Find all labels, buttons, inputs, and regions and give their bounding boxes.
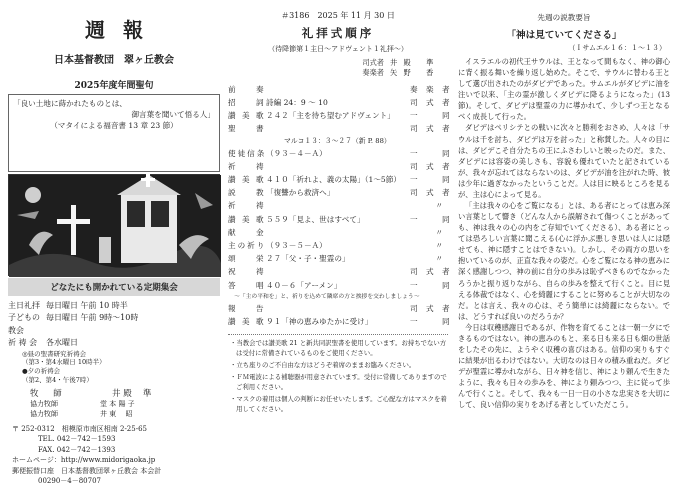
order-item-who: 司 式 者 [410,161,453,171]
middle-column [228,8,453,417]
order-of-worship-title: 礼拝式順序 [301,26,375,40]
order-item-name: 祈 祷 [228,161,266,171]
order-item-name: 讃 美 歌 [228,111,266,121]
order-item-content: （９３－４－Ａ） [266,148,327,158]
pastor-row [8,387,220,399]
order-item-name: 聖 書 [228,124,266,134]
coop-row [30,399,220,409]
meetings-list [8,300,220,385]
order-item-name: 祝 祷 [228,267,266,277]
order-row [228,96,453,109]
cooperating-pastors [8,399,220,419]
order-item-who: 〃 [435,254,446,264]
order-row [228,83,453,96]
order-item-name: 主の祈り [228,240,267,250]
meeting-label: 子どもの教会 [8,313,40,335]
order-item-who: 〃 [435,240,446,250]
sermon-body [458,56,670,411]
left-column [8,8,220,487]
coop-name: 井 東 昭 [100,409,133,418]
order-item-name: 讃 美 歌 [228,214,266,224]
notice-item: ・ＦＭ電波による補聴器が用意されています。受付に常備してありますのでご利用ください。 [230,372,447,391]
meeting-note: ●夕の祈祷会 [22,367,61,376]
coop-row [30,409,220,419]
coop-label: 協力牧師 [30,399,58,408]
order-row [228,173,453,186]
officer-name: 矢 野 香 [390,68,436,78]
order-item-content: ２４２「主を待ち望むアドヴェント」 [266,111,395,121]
homepage-link[interactable]: ホームページ：http://www.midorigaoka.jp [12,456,156,465]
officer-role: 司式者 [362,58,384,67]
order-item-who: 一 同 [410,175,453,184]
order-row [228,213,453,226]
order-item-who: 司 式 者 [410,188,453,198]
order-row [228,252,448,265]
order-item-name: 讃 美 歌 [228,316,266,326]
order-item-name: 使徒信条 [228,148,267,158]
order-row [228,226,448,239]
sermon-paragraph: イスラエルの初代王サウルは、王となって間もなく、神の御心に背く振る舞いを繰り返し始めた。そこで、サウルに替わる王として選び出されたのがダビデであった。サムエルがダビデに油を注いで以来、「主の霊が激しくダビデに降るようになった」(13節)。そして、ダビデは聖霊の力に導かれて、少しずつ王となるべく成長して行った。 [458,57,670,122]
regular-meetings-banner: どなたにも開かれている定期集会 [8,278,220,296]
order-of-worship-list [228,83,453,328]
order-row [228,122,453,135]
verse-line-2: 御言葉を聞いて悟る人」 [131,110,215,119]
meeting-note: （第3・第4水曜日 10時半） [22,358,106,367]
order-row [228,239,448,252]
order-item-name: 献 金 [228,227,266,237]
order-item-who: 〃 [435,227,446,237]
order-item-who: 司 式 者 [410,303,453,313]
officer-name: 井 殿 準 [390,58,436,67]
account-label: 郵便振替口座 日本基督教団翠ヶ丘教会 本会計 [12,466,162,475]
annual-verse-box [8,94,220,172]
order-item-content: ２７「父・子・聖霊の」 [266,254,350,264]
order-row [228,136,448,147]
order-item-who: 司 式 者 [410,267,453,277]
verse-reference: （マタイによる福音書 13 章 23 節） [50,121,178,130]
order-row [228,199,448,212]
order-item-content: ５５９「見よ、世はすべて」 [266,214,365,224]
order-item-content: ４０－６「アーメン」 [266,280,342,290]
meeting-label: 主日礼拝 [8,301,40,310]
officer-row [228,68,448,78]
sermon-reference: （Ｉサムエル１６：１～１３） [568,44,666,52]
order-item-name: 答 唱 [228,280,266,290]
order-item-content: ４１０「祈れよ、義の太陽」（1～5節） [266,175,401,184]
fax: FAX. 042－742－1393 [38,445,116,454]
order-row [228,109,453,122]
meeting-detail: 毎日曜日 午前 10 時半 [46,301,128,310]
church-name: 日本基督教団 翠ヶ丘教会 [54,55,174,66]
sermon-paragraph: 「主は我々の心をご覧になる」とは、ある者にとっては恵み深い言葉として響き（どんな人から誤解されて傷つくことがあっても、神は我々の心の内をご存知でいてくださる）、ある者にとっては恐ろしい言葉に聞こえる(心に浮かぶ悪しき思いは人には隠せても、神に隠すことはできない)。しかし、その両方の思いを抱いているのが、正直な我々の姿だ。心をご覧になる神の恵みに深く感謝しつつ、神の前に自分の歩みは恥ずべきものでなかったろうかと振り返りながら、自らの歩みを整えて行くこと。目に見える体裁ではなく、心を綺麗にすることに努めることが大切なのだ。とは言え、我々の心は、そう簡単には綺麗にならない。では、どうすれば良いのだろうか？ [458,201,670,321]
order-row [228,279,453,292]
meeting-row [8,337,220,349]
officers [228,58,448,79]
notice-item: ・マスクの着用は個人の判断にお任せいたします。ご心配な方はマスクを着用してください。 [230,394,447,413]
annual-verse-heading: 2025年度年間聖句 [74,81,154,91]
contact-block [8,424,220,487]
sermon-title: 「神は見ていてくださる」 [506,30,622,41]
order-item-content: 詩編 24：9 ～ 10 [266,98,328,108]
notices-list [228,334,448,414]
right-column [458,8,670,411]
order-item-who: 奏 楽 者 [410,84,453,94]
order-row [228,315,453,328]
notice-item: ・当教会では讃美歌 21 と新共同訳聖書を使用しています。お持ちでない方は受付に常備されているものをご使用ください。 [230,339,447,357]
order-row [228,160,453,173]
church-illustration [8,174,220,276]
order-item-content: （９３－５－Ａ） [266,240,327,250]
officer-role: 奏楽者 [362,68,384,78]
order-item-who: 一 同 [410,111,453,121]
meeting-note: （第2、第4・午後7時） [22,375,93,384]
order-item-who: 一 同 [410,280,453,290]
meeting-detail: 毎日曜日 午前 9時〜10時 [46,313,139,323]
order-item-content: 「復讐から救済へ」 [266,188,335,198]
meeting-row [8,312,220,337]
order-item-who: 一 同 [410,316,453,326]
coop-label: 協力牧師 [30,409,58,418]
order-of-worship-subtitle: （待降節第１主日〜アドヴェント１礼拝〜） [268,45,408,53]
woodcut-illustration-image [9,175,221,277]
order-row [228,147,453,160]
order-item-name: 招 詞 [228,98,266,108]
order-item-who: 司 式 者 [410,124,453,134]
meeting-note: ◎昼の聖書研究祈祷会 [22,349,87,358]
order-row [228,265,453,278]
meeting-row [8,300,220,312]
meeting-detail: 各水曜日 [46,338,78,348]
order-item-name: 報 告 [228,303,266,313]
order-item-content: ９１「神の恵みゆたかに受け」 [266,316,373,326]
officer-row [228,58,448,68]
notice-item: ・立ち座りのご不自由な方はどうぞ着席のままお臨みください。 [230,360,416,369]
pastor-name: 井 殿 準 [112,388,152,399]
address: 〒 252-0312 相模原市南区相南 2-25-65 [12,424,147,433]
order-item-who: 一 同 [410,214,453,224]
order-item-name: 祈 祷 [228,201,266,211]
order-item-who: 一 同 [410,148,453,158]
order-row [228,292,448,302]
order-note: ～「主の平和を」と、祈りを込めて隣席の方と挨拶を交わしましょう～ [234,293,420,300]
tel: TEL. 042－742－1593 [38,435,116,444]
sermon-summary-heading: 先週の説教要旨 [537,13,591,22]
coop-name: 堂 本 陽 子 [100,399,135,408]
order-item-name: 説 教 [228,188,266,198]
order-item-name: 前 奏 [228,84,266,94]
verse-line-1: 「良い土地に蒔かれたものとは、 [13,99,127,108]
issue-number-date: ＃3186 2025 年 11 月 30 日 [281,11,395,20]
sermon-paragraph: ダビデはペリシテとの戦いに次々と勝利をおさめ、人々は「サウルは千を討ち、ダビデは万を討った」と称賛した。人々の目には、ダビデこそ自分たちの王にふさわしいと映ったのだ。また、ダビデには容姿の美しさも、容貌も優れていたと記されているが、我々が忘れてはならないのは、ダビデが油を注がれた時、彼は少年に過ぎなかったということだ。人は目に映るところを見るが、主は心によって見る。 [458,123,670,199]
order-note: マルコ１３：３〜２７（新 P. 88） [284,136,391,145]
pastor-label: 牧 師 [30,388,68,399]
order-item-name: 頌 栄 [228,254,266,264]
meeting-label: 祈 祷 会 [8,338,38,348]
order-item-name: 讃 美 歌 [228,175,266,184]
order-item-who: 司 式 者 [410,98,453,108]
order-item-who: 〃 [435,201,446,211]
account-number: 00290－4－80707 [38,477,101,486]
sermon-paragraph: 今日は収穫感謝日であるが、作物を育てることは一朝一夕にできるものではない。神の恵みのもと、来る日も来る日も畑の世話をしたその先に、ようやく収穫の喜びはある。信仰の実りもすぐに結果が出るわけではない。大切なのは日々の積み重ねだ。ダビデが聖霊に導かれながら、日々神を信じ、神により頼んで生きたように、我々も日々の歩みを、神により頼みつつ、主に従って歩んで行くこと。そして、我々も一日一日の小さな忠実さを大切にして、良い信仰の実りをあげる者としていただこう。 [458,322,670,410]
order-row [228,302,453,315]
order-row [228,186,453,199]
bulletin-title: 週報 [85,18,161,42]
